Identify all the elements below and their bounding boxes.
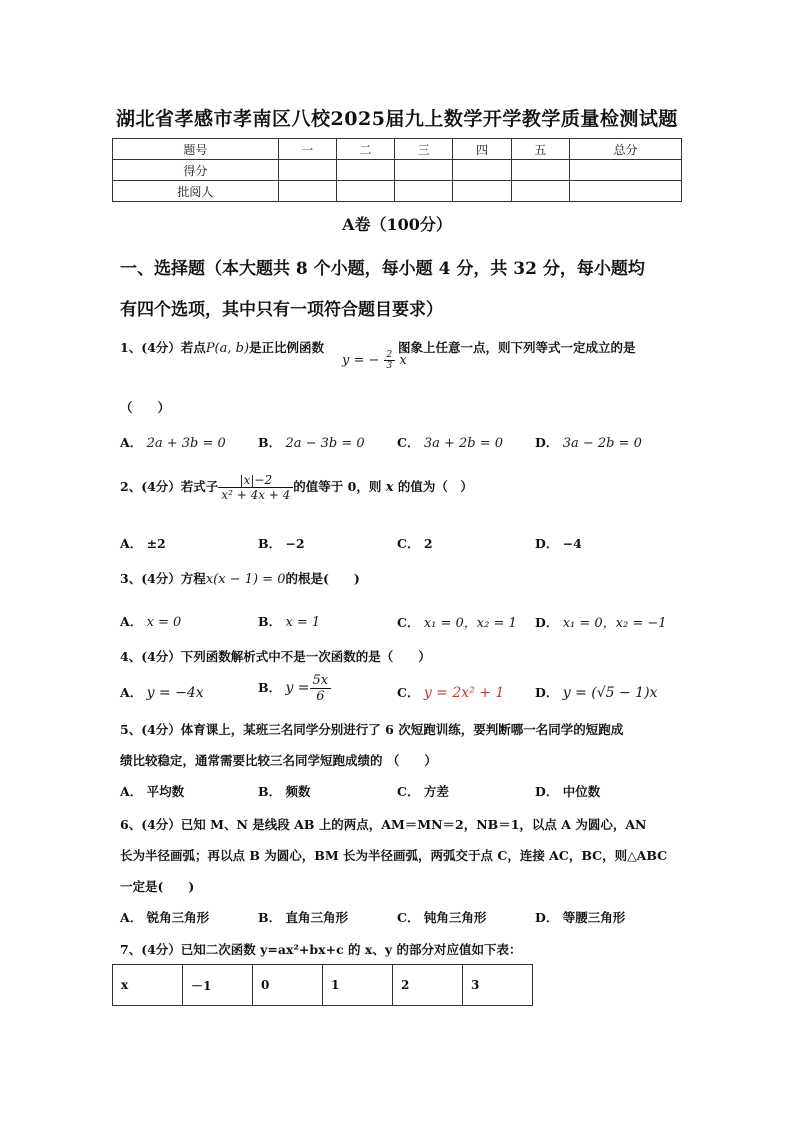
option-expr: ±2 xyxy=(146,536,166,551)
question-6-line2: 长为半径画弧；再以点 B 为圆心，BM 长为半径画弧，两弧交于点 C，连接 AC，BC，则△ABC xyxy=(120,848,668,863)
q5-option-c xyxy=(397,782,449,800)
score-table-header-row xyxy=(113,139,682,160)
q1-mid: 是正比例函数 xyxy=(249,340,325,355)
option-label: B． xyxy=(258,435,282,450)
score-header-cell: 总分 xyxy=(569,139,681,160)
q2-fraction xyxy=(218,473,293,502)
option-expr: 中位数 xyxy=(562,784,601,799)
q2-suffix-a: 的值等于 0，则 xyxy=(293,479,386,494)
q1-option-a xyxy=(120,433,226,451)
option-expr: 3a − 2b = 0 xyxy=(562,436,642,451)
question-5-line1: 5、(4分）体育课上，某班三名同学分别进行了 6 次短跑训练，要判断哪一名同学的短跑成 xyxy=(120,722,624,737)
q3-option-b xyxy=(258,612,320,630)
option-label: B． xyxy=(258,784,282,799)
q2-denominator: x² + 4x + 4 xyxy=(221,488,291,502)
part1-heading-line1: 一、选择题（本大题共 8 个小题，每小题 4 分，共 32 分，每小题均 xyxy=(120,259,645,279)
option-expr: y = (√5 − 1)x xyxy=(562,685,658,701)
section-a-heading: A卷（100分） xyxy=(342,215,452,234)
q1-func-lhs: y = − xyxy=(342,353,380,368)
option-expr: −4 xyxy=(562,536,582,551)
option-expr: 2a − 3b = 0 xyxy=(285,436,365,451)
q3-option-c xyxy=(397,612,517,631)
q1-prefix: 1、(4分）若点 xyxy=(120,340,206,355)
option-label: D． xyxy=(535,435,559,450)
reviewer-row-label: 批阅人 xyxy=(113,181,279,202)
option-label: D． xyxy=(535,615,559,630)
q2-option-d xyxy=(535,534,582,552)
score-cell xyxy=(453,160,511,181)
q1-func-den: 3 xyxy=(386,361,393,371)
option-expr: 频数 xyxy=(285,784,311,799)
option-label: B． xyxy=(258,910,282,925)
question-4: 4、(4分）下列函数解析式中不是一次函数的是（ ） xyxy=(120,649,431,664)
option-expr: 等腰三角形 xyxy=(562,910,626,925)
q1-func-num: 2 xyxy=(384,350,396,361)
option-label: A． xyxy=(120,685,143,700)
score-header-cell: 五 xyxy=(511,139,569,160)
q2-option-b xyxy=(258,534,305,552)
option-expr: 平均数 xyxy=(146,784,185,799)
q7-cell: －1 xyxy=(183,965,253,1006)
score-table xyxy=(112,138,682,202)
question-2 xyxy=(120,473,473,502)
option-label: D． xyxy=(535,784,559,799)
q1-option-c xyxy=(397,433,503,451)
reviewer-cell xyxy=(278,181,336,202)
q5-option-b xyxy=(258,782,310,800)
q1-paren: （ ） xyxy=(120,400,171,415)
reviewer-cell xyxy=(453,181,511,202)
q3-suffix: 的根是( ) xyxy=(285,571,360,586)
option-label: A． xyxy=(120,784,143,799)
q7-cell: 0 xyxy=(253,965,323,1006)
q1-option-d xyxy=(535,433,642,451)
q3-option-d xyxy=(535,612,667,631)
score-cell xyxy=(278,160,336,181)
q2-suffix-b: 的值为（ ） xyxy=(393,479,473,494)
q4-b-num: 5x xyxy=(310,673,332,689)
q3-option-a xyxy=(120,612,181,630)
q2-var: x xyxy=(385,480,394,495)
option-label: A． xyxy=(120,614,143,629)
reviewer-cell xyxy=(395,181,453,202)
question-6-line3: 一定是( ) xyxy=(120,879,195,894)
reviewer-cell xyxy=(569,181,681,202)
option-label: C． xyxy=(397,536,420,551)
option-expr: 3a + 2b = 0 xyxy=(423,436,504,451)
q4-option-d xyxy=(535,683,657,701)
exam-title: 湖北省孝感市孝南区八校2025届九上数学开学教学质量检测试题 xyxy=(116,108,678,130)
q7-cell: 2 xyxy=(393,965,463,1006)
option-expr: −2 xyxy=(285,536,305,551)
score-header-cell: 二 xyxy=(336,139,394,160)
q7-cell: 1 xyxy=(323,965,393,1006)
score-header-cell: 四 xyxy=(453,139,511,160)
score-header-cell: 题号 xyxy=(113,139,279,160)
q1-point: P(a, b) xyxy=(205,341,250,356)
q1-suffix: 图象上任意一点，则下列等式一定成立的是 xyxy=(398,340,636,355)
q4-b-fraction xyxy=(310,673,332,704)
q4-option-c xyxy=(397,683,504,701)
option-label: A． xyxy=(120,910,143,925)
question-3 xyxy=(120,569,360,587)
option-label: D． xyxy=(535,536,559,551)
q6-option-b xyxy=(258,908,348,926)
option-label: C． xyxy=(397,435,420,450)
option-expr: y = −4x xyxy=(146,685,204,701)
q7-value-table xyxy=(112,964,533,1006)
part1-heading-line2: 有四个选项，其中只有一项符合题目要求） xyxy=(120,300,443,320)
option-label: A． xyxy=(120,435,143,450)
option-expr: y = 2x² + 1 xyxy=(423,685,505,701)
option-label: C． xyxy=(397,685,420,700)
option-label: C． xyxy=(397,784,420,799)
q4-option-a xyxy=(120,683,204,701)
reviewer-cell xyxy=(336,181,394,202)
score-cell xyxy=(569,160,681,181)
option-expr: x = 1 xyxy=(285,615,321,630)
score-header-cell: 一 xyxy=(278,139,336,160)
option-expr: 2 xyxy=(423,536,433,551)
option-expr: 2a + 3b = 0 xyxy=(146,436,226,451)
q7-x-row xyxy=(113,965,533,1006)
q2-prefix: 2、(4分）若式子 xyxy=(120,479,219,494)
q6-option-d xyxy=(535,908,625,926)
option-expr: x = 0 xyxy=(146,615,182,630)
reviewer-cell xyxy=(511,181,569,202)
option-label: A． xyxy=(120,536,143,551)
option-label: D． xyxy=(535,685,559,700)
option-expr: x₁ = 0，x₂ = −1 xyxy=(562,616,667,631)
option-label: D． xyxy=(535,910,559,925)
q1-option-b xyxy=(258,433,365,451)
option-label: C． xyxy=(397,615,420,630)
score-header-cell: 三 xyxy=(395,139,453,160)
option-label: B． xyxy=(258,680,282,695)
score-cell xyxy=(511,160,569,181)
q6-option-c xyxy=(397,908,486,926)
option-expr: 锐角三角形 xyxy=(146,910,210,925)
q7-cell: x xyxy=(113,965,183,1006)
score-row-label: 得分 xyxy=(113,160,279,181)
q7-cell: 3 xyxy=(463,965,533,1006)
option-label: B． xyxy=(258,536,282,551)
option-expr: x₁ = 0，x₂ = 1 xyxy=(423,616,517,631)
q4-b-den: 6 xyxy=(316,689,325,704)
option-label: C． xyxy=(397,910,420,925)
question-7: 7、(4分）已知二次函数 y=ax²+bx+c 的 x、y 的部分对应值如下表： xyxy=(120,942,522,957)
score-cell xyxy=(336,160,394,181)
q2-numerator: |x|−2 xyxy=(218,473,293,488)
q3-equation: x(x − 1) = 0 xyxy=(205,572,286,587)
q5-option-a xyxy=(120,782,184,800)
question-6-line1: 6、(4分）已知 M、N 是线段 AB 上的两点，AM＝MN＝2，NB＝1，以点 A 为圆心，AN xyxy=(120,817,647,832)
score-cell xyxy=(395,160,453,181)
score-row xyxy=(113,160,682,181)
q1-func-fraction xyxy=(384,350,396,371)
q6-option-a xyxy=(120,908,209,926)
option-expr: 直角三角形 xyxy=(285,910,348,925)
question-1 xyxy=(120,338,324,356)
option-lhs: y = xyxy=(285,680,310,696)
q2-option-a xyxy=(120,534,166,552)
option-expr: 方差 xyxy=(423,784,449,799)
option-label: B． xyxy=(258,614,282,629)
q2-option-c xyxy=(397,534,433,552)
q1-func-var: x xyxy=(399,353,407,368)
option-expr: 钝角三角形 xyxy=(423,910,487,925)
q5-option-d xyxy=(535,782,600,800)
reviewer-row xyxy=(113,181,682,202)
question-5-line2: 绩比较稳定，通常需要比较三名同学短跑成绩的 （ ） xyxy=(120,753,437,768)
q3-prefix: 3、(4分）方程 xyxy=(120,571,206,586)
q4-option-b xyxy=(258,673,331,704)
